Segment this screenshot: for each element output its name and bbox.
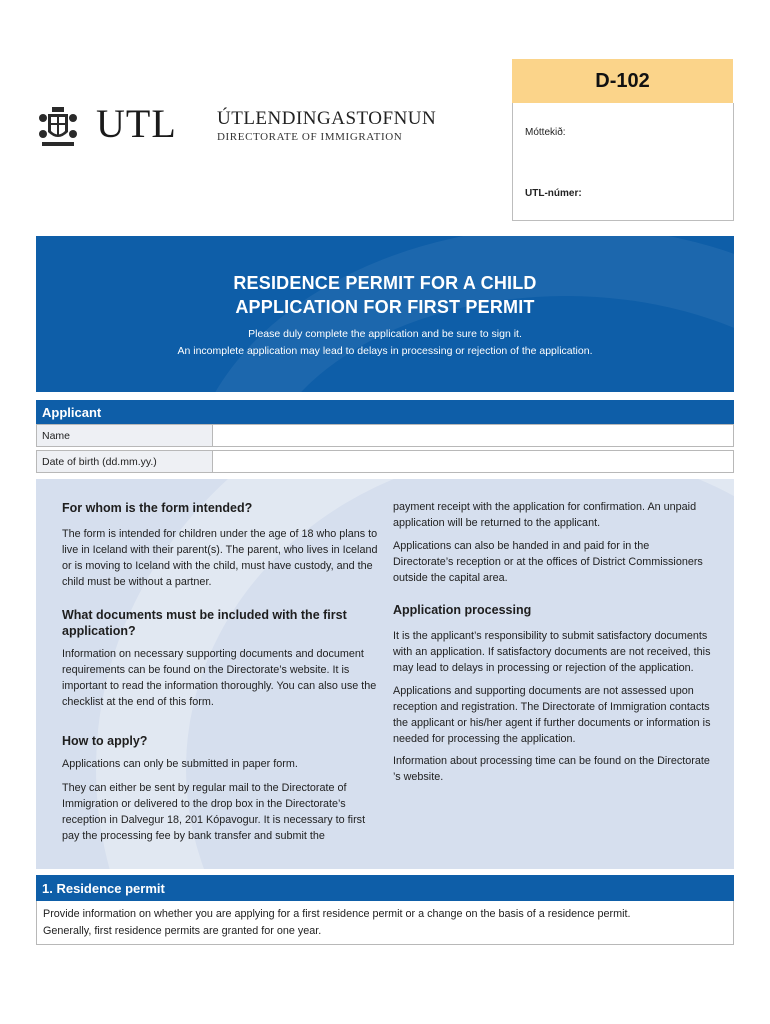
banner-title-line2: APPLICATION FOR FIRST PERMIT <box>235 297 535 317</box>
text-payment: payment receipt with the application for confirmation. An unpaid application will be returned to the applicant. <box>393 501 697 529</box>
name-field[interactable] <box>213 425 733 446</box>
dob-label: Date of birth (dd.mm.yy.) <box>37 451 213 472</box>
text-processing-1: It is the applicant’s responsibility to submit satisfactory documents with an application. If satisfactory documents are not received, this may lead to delays in processing or rejection of the application. <box>393 630 711 674</box>
office-use-box <box>512 103 734 221</box>
heading-documents: What documents must be included with the first application? <box>62 608 347 638</box>
name-label: Name <box>37 425 213 446</box>
utl-number-label: UTL-númer: <box>525 188 582 199</box>
text-processing-time: Information about processing time can be found on the Directorate ’s website. <box>393 755 710 783</box>
info-panel <box>36 479 734 869</box>
org-name: ÚTLENDINGASTOFNUN <box>217 108 437 129</box>
text-how-2: They can either be sent by regular mail to the Directorate of Immigration or delivered to the drop box in the Directorate’s reception in Dalvegur 18, 201 Kópavogur. It is necessary to first pay the processing fee by bank transfer and submit the <box>62 782 366 842</box>
text-processing-2: Applications and supporting documents are not assessed upon reception and registration. The Directorate of Immigration contacts the applicant or his/her agent if further documents or information is needed for processing the application. <box>393 685 711 745</box>
applicant-heading: Applicant <box>36 400 734 424</box>
banner-title-line1: RESIDENCE PERMIT FOR A CHILD <box>233 273 537 293</box>
text-reception: Applications can also be handed in and paid for in the Directorate’s reception or at the offices of District Commissioners outside the capital area. <box>393 540 703 584</box>
heading-processing: Application processing <box>393 603 532 617</box>
heading-how: How to apply? <box>62 734 148 748</box>
info-left-column <box>62 500 380 844</box>
residence-permit-heading: 1. Residence permit <box>36 875 734 901</box>
text-how-1: Applications can only be submitted in paper form. <box>62 758 298 770</box>
text-documents: Information on necessary supporting documents and document requirements can be found on the Directorate’s website. It is important to read the information thoroughly. You can also use the checklist at the end of this form. <box>62 648 377 708</box>
dob-row <box>36 450 734 473</box>
text-who: The form is intended for children under the age of 18 who plans to live in Iceland with their parent(s). The parent, who lives in Iceland or is moving to Iceland with the child, must have custody, and the child must be without a partner. <box>62 528 378 588</box>
logo-text: UTL <box>96 101 177 146</box>
banner-note-line1: Please duly complete the application and be sure to sign it. <box>248 328 522 340</box>
received-label: Móttekið: <box>525 127 566 138</box>
form-code: D-102 <box>512 59 733 103</box>
title-banner <box>36 236 734 392</box>
info-right-column <box>393 499 711 785</box>
residence-permit-line2: Generally, first residence permits are granted for one year. <box>43 925 322 937</box>
banner-note-line2: An incomplete application may lead to delays in processing or rejection of the application. <box>177 345 593 357</box>
dob-field[interactable] <box>213 451 733 472</box>
heading-who: For whom is the form intended? <box>62 501 253 515</box>
coat-of-arms-icon <box>36 104 80 148</box>
residence-permit-line1: Provide information on whether you are applying for a first residence permit or a change on the basis of a residence permit. <box>43 908 631 920</box>
name-row <box>36 424 734 447</box>
residence-permit-box <box>36 901 734 945</box>
org-subtitle: DIRECTORATE OF IMMIGRATION <box>217 131 403 143</box>
